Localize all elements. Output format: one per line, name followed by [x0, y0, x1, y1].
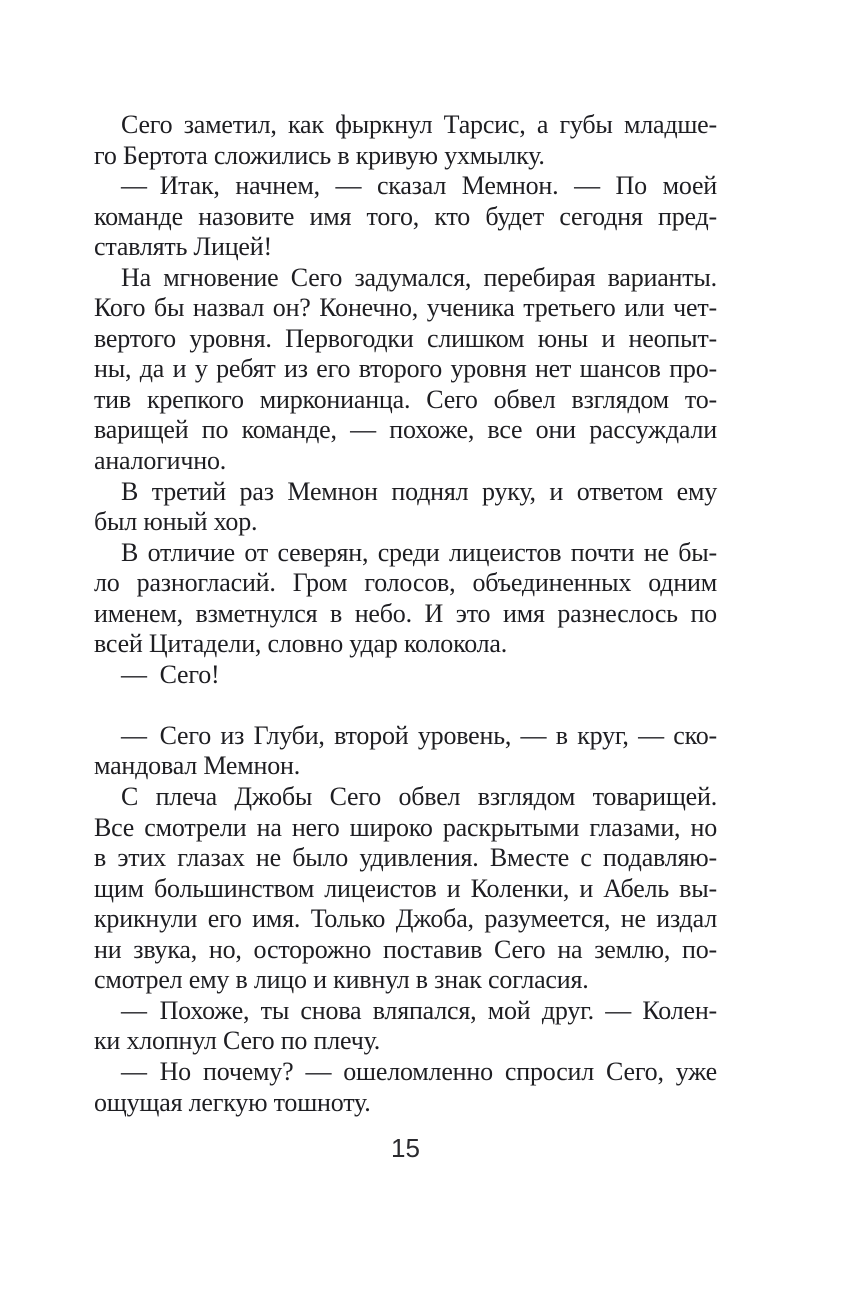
text-line: го Бертота сложились в кривую ухмылку. — [94, 140, 545, 170]
text-line: именем, взметнулся в небо. И это имя разнеслось по — [94, 598, 717, 628]
text-line: — Итак, начнем, — сказал Мемнон. — По моей — [121, 171, 717, 201]
page-number: 15 — [391, 1133, 420, 1163]
text-block — [94, 110, 717, 1118]
text-line: Все смотрели на него широко раскрытыми глазами, но — [94, 812, 717, 842]
text-line: щим большинством лицеистов и Коленки, и Абель вы- — [94, 873, 717, 903]
text-line: На мгновение Сего задумался, перебирая варианты. — [121, 262, 717, 292]
text-line: ни звука, но, осторожно поставив Сего на землю, по- — [94, 934, 717, 964]
text-line: В третий раз Мемнон поднял руку, и ответом ему — [121, 476, 717, 506]
text-line: варищей по команде, — похоже, все они рассуждали — [94, 415, 717, 445]
text-line: В отличие от северян, среди лицеистов почти не бы- — [121, 537, 717, 567]
text-line: тив крепкого мирконианца. Сего обвел взглядом то- — [94, 384, 717, 414]
text-line: был юный хор. — [94, 507, 258, 537]
text-line: смотрел ему в лицо и кивнул в знак согласия. — [94, 965, 589, 995]
text-line: ощущая легкую тошноту. — [94, 1087, 371, 1117]
text-line: — Сего из Глуби, второй уровень, — в круг, — ско- — [121, 720, 717, 750]
text-line: Сего заметил, как фыркнул Тарсис, а губы младше- — [121, 110, 717, 139]
text-line: ло разногласий. Гром голосов, объединенных одним — [94, 568, 717, 598]
text-line: аналогично. — [94, 446, 227, 476]
text-line: мандовал Мемнон. — [94, 751, 301, 781]
text-line: крикнули его имя. Только Джоба, разумеется, не издал — [94, 904, 717, 934]
text-line: всей Цитадели, словно удар колокола. — [94, 629, 508, 659]
text-line: — Сего! — [121, 659, 220, 689]
text-line: — Но почему? — ошеломленно спросил Сего, уже — [121, 1056, 717, 1086]
text-line: в этих глазах не было удивления. Вместе с подавляю- — [94, 843, 717, 873]
text-line: ки хлопнул Сего по плечу. — [94, 1026, 381, 1056]
text-line: С плеча Джобы Сего обвел взглядом товарищей. — [121, 782, 717, 812]
text-line: ставлять Лицей! — [94, 232, 272, 262]
blank-line — [94, 690, 717, 721]
text-line: вертого уровня. Первогодки слишком юны и неопыт- — [94, 323, 717, 353]
text-line: — Похоже, ты снова вляпался, мой друг. — Колен- — [121, 995, 717, 1025]
text-line: команде назовите имя того, кто будет сегодня пред- — [94, 201, 717, 231]
text-line: ны, да и у ребят из его второго уровня нет шансов про- — [94, 354, 717, 384]
text-line: Кого бы назвал он? Конечно, ученика третьего или чет- — [94, 293, 717, 323]
